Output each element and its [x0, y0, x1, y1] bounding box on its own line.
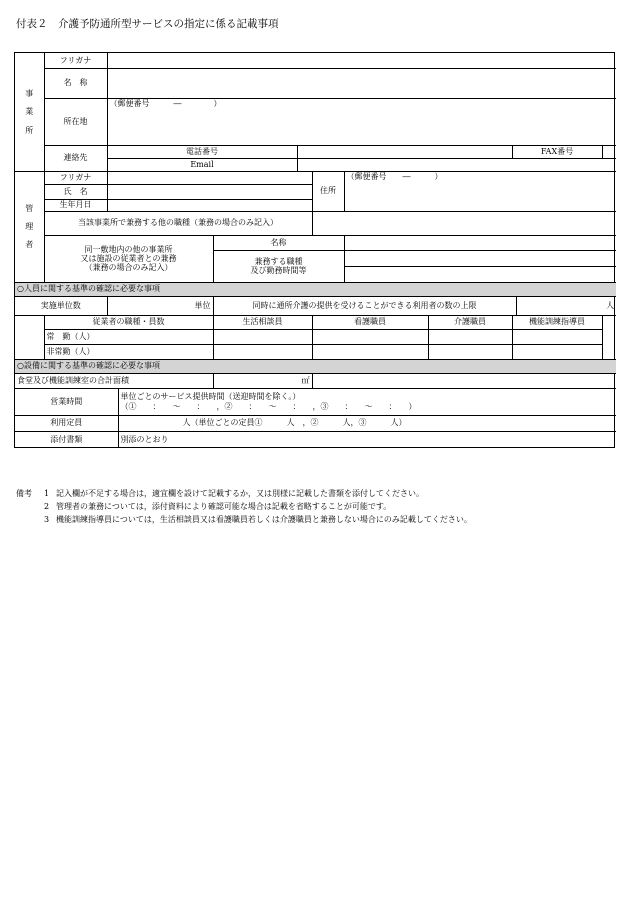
max-users-field[interactable] [516, 296, 616, 315]
parttime-trainer[interactable] [512, 344, 602, 359]
jigyosho-furigana-label: フリガナ [44, 53, 107, 68]
kanrisha-other-label: 同一敷地内の他の事業所 又は施設の従業者との兼務 （兼務の場合のみ記入） [44, 235, 213, 282]
kanrisha-birth-label: 生年月日 [44, 199, 107, 211]
fulltime-label: 常 勤（人） [44, 329, 213, 344]
role-nurse: 看護職員 [312, 315, 428, 329]
note-3: 機能訓練指導員については，生活相談員又は看護職員若しくは介護職員と兼務しない場合にのみ記載してください。 [56, 515, 472, 524]
jigyosho-address-label: 所在地 [44, 98, 107, 145]
person-suffix: 人 [606, 300, 615, 310]
note-1: 記入欄が不足する場合は，適宜欄を設けて記載するか，又は別様に記載した書類を添付してください。 [56, 489, 424, 498]
fulltime-caregiver[interactable] [428, 329, 512, 344]
tel-field[interactable] [297, 145, 512, 158]
registration-form [14, 52, 615, 448]
capacity-label: 利用定員 [15, 415, 118, 431]
kanrisha-side-label: 管 理 者 [15, 171, 44, 282]
staff-section-title: ○人員に関する基準の確認に必要な事項 [15, 282, 616, 296]
jigyosho-contact-label: 連絡先 [44, 145, 107, 171]
attachments-label: 添付書類 [15, 431, 118, 447]
staff-header: 従業者の職種・員数 [44, 315, 213, 329]
kanrisha-furigana-field[interactable] [107, 171, 312, 184]
parttime-label: 非常勤（人） [44, 344, 213, 359]
jigyosho-furigana-field[interactable] [107, 53, 616, 68]
kanrisha-concurrent-field[interactable] [312, 211, 616, 235]
jigyosho-name-label: 名 称 [44, 68, 107, 98]
kanrisha-postal: （郵便番号 ― ） [346, 171, 443, 181]
unit-suffix: 単位 [194, 300, 211, 310]
parttime-counselor[interactable] [213, 344, 312, 359]
jigyosho-name-field[interactable] [107, 68, 616, 98]
jigyosho-address-field[interactable] [107, 98, 616, 145]
jigyosho-side-label: 事 業 所 [15, 53, 44, 171]
page-title: 付表２ 介護予防通所型サービスの指定に係る記載事項 [16, 18, 279, 30]
note-2: 管理者の兼務については，添付資料により確認可能な場合は記載を省略することが可能です。 [56, 502, 392, 511]
notes: 備考 1 記入欄が不足する場合は，適宜欄を設けて記載するか，又は別様に記載した書類を添付してください。 2 管理者の兼務については，添付資料により確認可能な場合は記載を省略することが可能です。 3 機能訓練指導員については，生活相談員又は看護職員若しくは介護職員と兼務しない場合にのみ記載してください。 [16, 489, 472, 524]
role-trainer: 機能訓練指導員 [512, 315, 602, 329]
unit-count-field[interactable] [107, 296, 213, 315]
kanrisha-furigana-label: フリガナ [44, 171, 107, 184]
other-meisho-label: 名称 [213, 235, 344, 250]
fulltime-nurse[interactable] [312, 329, 428, 344]
max-users-label: 同時に通所介護の提供を受けることができる利用者の数の上限 [213, 296, 516, 315]
email-field[interactable] [297, 158, 616, 171]
unit-count-label: 実施単位数 [15, 296, 107, 315]
jigyosho-postal: （郵便番号 ― ） [109, 98, 222, 108]
kenmu-field-1[interactable] [344, 250, 616, 266]
kanrisha-concurrent-label: 当該事業所で兼務する他の職種（兼務の場合のみ記入） [44, 211, 312, 235]
fax-label: FAX番号 [512, 145, 602, 158]
fulltime-counselor[interactable] [213, 329, 312, 344]
fax-field[interactable] [602, 145, 616, 158]
capacity-field[interactable]: 人（単位ごとの定員① 人 ，② 人，③ 人） [118, 415, 616, 431]
parttime-caregiver[interactable] [428, 344, 512, 359]
other-meisho-field[interactable] [344, 235, 616, 250]
notes-label: 備考 [16, 489, 32, 498]
kanrisha-birth-field[interactable] [107, 199, 312, 211]
parttime-nurse[interactable] [312, 344, 428, 359]
fulltime-trainer[interactable] [512, 329, 602, 344]
area-field[interactable] [213, 373, 312, 388]
kanrisha-name-field[interactable] [107, 184, 312, 199]
hours-label: 営業時間 [15, 388, 118, 415]
role-caregiver: 介護職員 [428, 315, 512, 329]
kanrisha-name-label: 氏 名 [44, 184, 107, 199]
area-label: 食堂及び機能訓練室の合計面積 [15, 373, 213, 388]
email-label: Email [107, 158, 297, 171]
hours-field[interactable]: 単位ごとのサービス提供時間（送迎時間を除く。） （① ： ～ ： ，② ： ～ ： ，③ ： ～ ： ） [118, 388, 616, 415]
role-counselor: 生活相談員 [213, 315, 312, 329]
kanrisha-address-label: 住所 [312, 171, 344, 211]
tel-label: 電話番号 [107, 145, 297, 158]
m2-suffix: ㎡ [301, 375, 310, 385]
kenmu-field-2[interactable] [344, 266, 616, 282]
attachments-field: 別添のとおり [118, 431, 616, 447]
kenmu-label: 兼務する職種 及び勤務時間等 [213, 250, 344, 282]
facility-section-title: ○設備に関する基準の確認に必要な事項 [15, 359, 616, 373]
kanrisha-address-field[interactable] [344, 171, 616, 211]
